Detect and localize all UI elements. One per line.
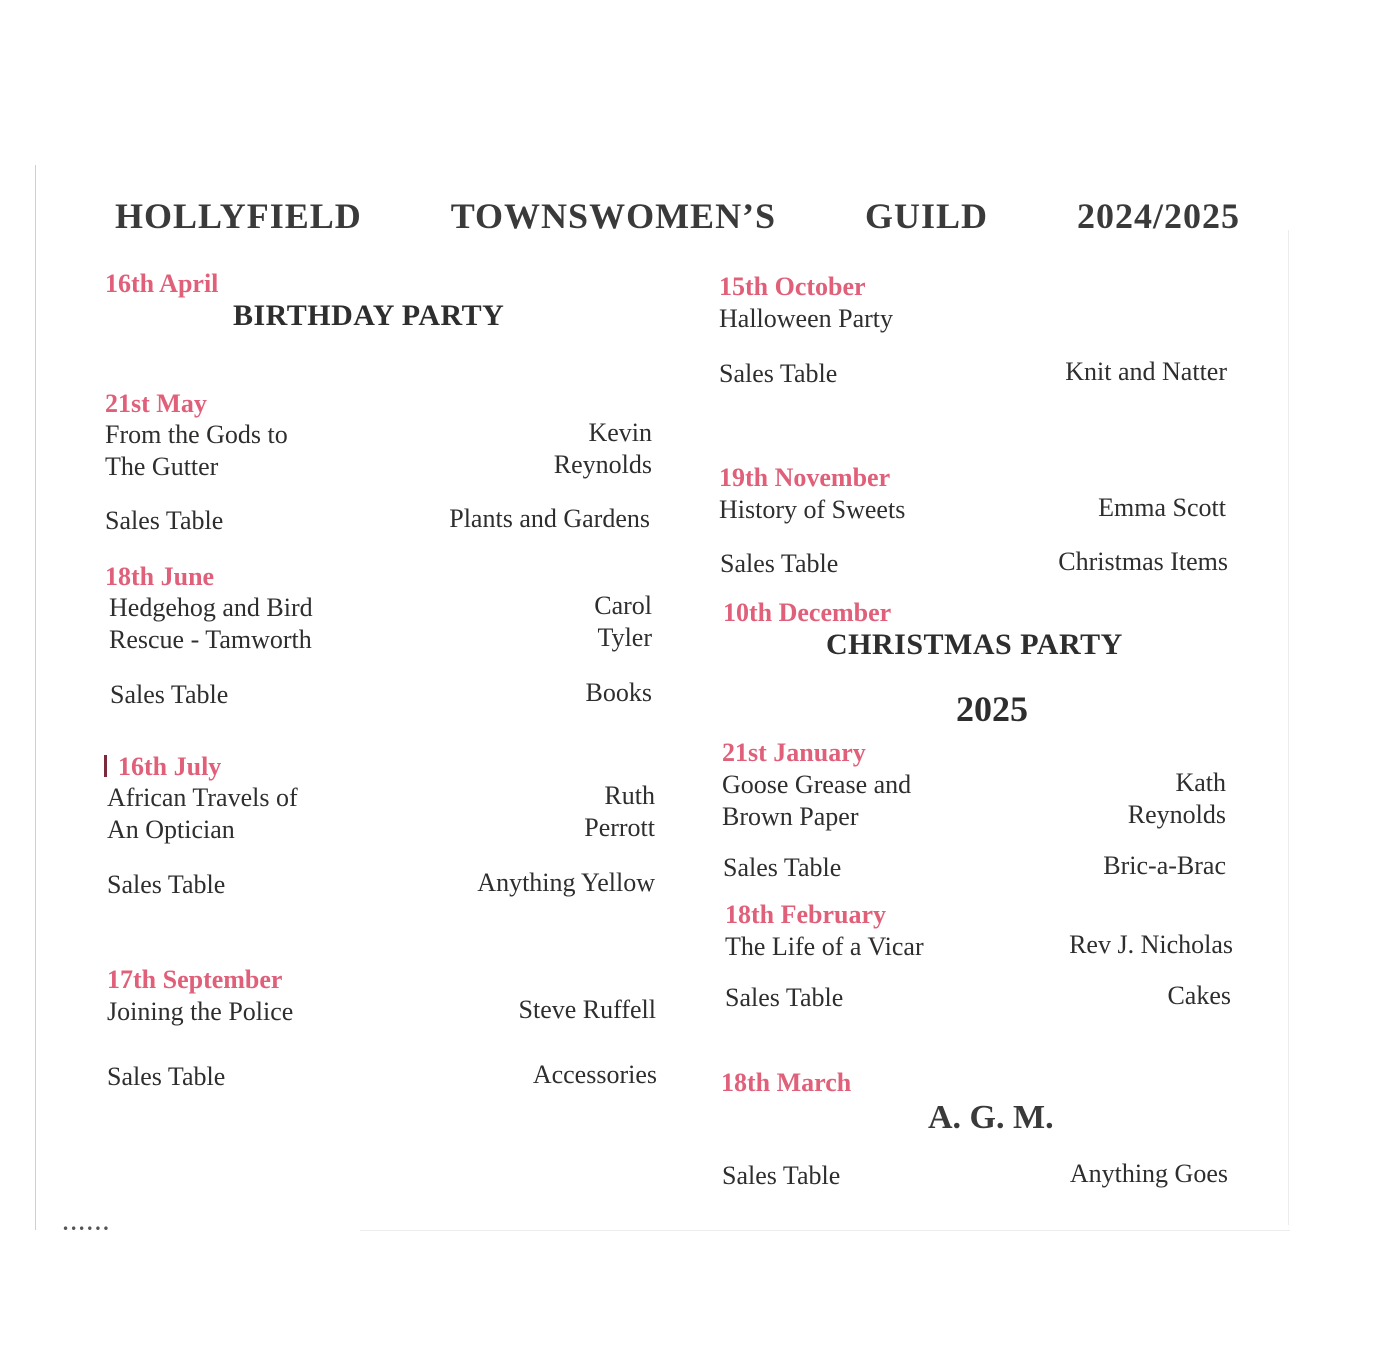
talk-title: An Optician (107, 815, 235, 844)
page-edge-bottom (360, 1230, 1290, 1231)
sales-table-item: Knit and Natter (1065, 357, 1227, 386)
speaker-name: Tyler (597, 623, 652, 652)
sales-table-item: Christmas Items (1058, 547, 1228, 576)
speaker-name: Emma Scott (1098, 493, 1226, 522)
speaker-name: Carol (594, 591, 652, 620)
talk-title: Hedgehog and Bird (109, 593, 313, 622)
talk-title: The Life of a Vicar (725, 932, 924, 961)
talk-title: History of Sweets (719, 495, 906, 524)
sales-table-label: Sales Table (719, 359, 838, 388)
title-word: 2024/2025 (1076, 196, 1240, 236)
sales-table-item: Cakes (1167, 981, 1231, 1010)
event-date: 15th October (719, 272, 866, 301)
event-date: 17th September (107, 965, 283, 994)
event-date: 10th December (723, 598, 892, 627)
event-date: 19th November (719, 463, 891, 492)
speaker-name: Rev J. Nicholas (1069, 930, 1233, 959)
sales-table-item: Accessories (532, 1060, 657, 1089)
page-title (115, 195, 1240, 237)
sales-table-item: Bric-a-Brac (1103, 851, 1226, 880)
title-word: TOWNSWOMEN’S (450, 196, 777, 236)
event-date: 16th July (118, 752, 222, 781)
talk-title: Joining the Police (107, 997, 294, 1026)
sales-table-label: Sales Table (725, 983, 844, 1012)
speaker-name: Kath (1175, 768, 1226, 797)
event-heading: BIRTHDAY PARTY (233, 299, 505, 332)
talk-title: Brown Paper (722, 802, 859, 831)
page-edge-right (1288, 230, 1289, 1225)
pen-mark (104, 755, 115, 777)
sales-table-item: Anything Yellow (477, 868, 655, 897)
event-date: 21st May (105, 389, 207, 418)
talk-title: Goose Grease and (722, 770, 912, 799)
speaker-name: Reynolds (1127, 800, 1226, 829)
sales-table-label: Sales Table (723, 853, 842, 882)
talk-title: African Travels of (107, 783, 298, 812)
scan-dots: •••••• (62, 1222, 111, 1236)
sales-table-label: Sales Table (107, 1062, 226, 1091)
sales-table-item: Plants and Gardens (449, 504, 650, 533)
talk-title: Halloween Party (719, 304, 894, 333)
speaker-name: Perrott (584, 813, 655, 842)
title-word: GUILD (865, 196, 989, 236)
sales-table-label: Sales Table (107, 870, 226, 899)
talk-title: From the Gods to (105, 420, 288, 449)
event-date: 18th February (725, 900, 887, 929)
sales-table-label: Sales Table (720, 549, 839, 578)
page-edge-left (35, 165, 36, 1230)
speaker-name: Ruth (604, 781, 655, 810)
event-heading: CHRISTMAS PARTY (826, 628, 1123, 661)
event-date: 21st January (722, 738, 866, 767)
event-date: 18th March (721, 1068, 852, 1097)
speaker-name: Kevin (588, 418, 652, 447)
year-heading: 2025 (956, 689, 1028, 729)
sales-table-item: Books (585, 678, 652, 707)
sales-table-item: Anything Goes (1069, 1159, 1228, 1188)
event-heading: A. G. M. (928, 1099, 1054, 1136)
event-date: 18th June (105, 562, 215, 591)
sales-table-label: Sales Table (722, 1161, 841, 1190)
talk-title: The Gutter (105, 452, 219, 481)
event-date: 16th April (105, 269, 219, 298)
talk-title: Rescue - Tamworth (109, 625, 312, 654)
speaker-name: Steve Ruffell (518, 995, 656, 1024)
sales-table-label: Sales Table (110, 680, 229, 709)
sales-table-label: Sales Table (105, 506, 224, 535)
title-word: HOLLYFIELD (115, 196, 362, 236)
speaker-name: Reynolds (553, 450, 652, 479)
